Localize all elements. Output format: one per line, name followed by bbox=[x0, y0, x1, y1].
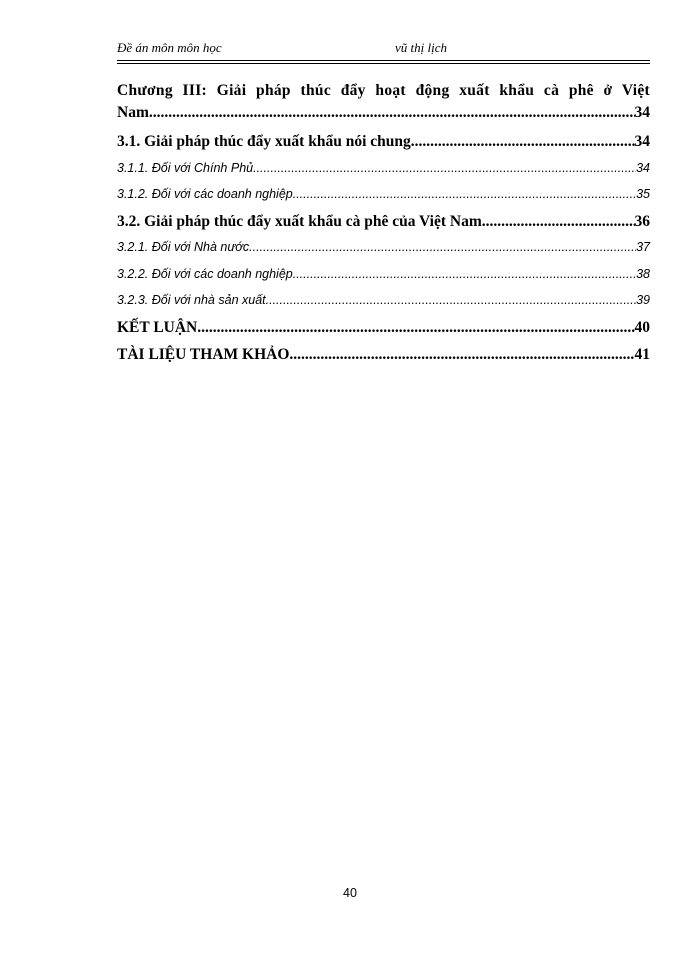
toc-chapter-page: 34 bbox=[634, 104, 650, 121]
toc-entry-label: 3.1.1. Đối với Chính Phủ bbox=[117, 161, 254, 175]
toc-dot-leader bbox=[253, 161, 636, 175]
toc-entry-label: KẾT LUẬN bbox=[117, 319, 198, 336]
toc-entry-page: 39 bbox=[636, 293, 650, 307]
page-header bbox=[117, 40, 650, 60]
toc-entry-page: 37 bbox=[636, 240, 650, 254]
toc-entry-page: 34 bbox=[634, 133, 650, 150]
toc-dot-leader bbox=[293, 267, 636, 281]
toc-dot-leader bbox=[289, 346, 634, 364]
toc-entry-label: 3.2.3. Đối với nhà sản xuất bbox=[117, 293, 266, 307]
toc-entry bbox=[117, 293, 650, 319]
toc-chapter-title: Chương III: Giải pháp thúc đẩy hoạt động xuất khẩu cà phê ở Việt bbox=[117, 82, 650, 99]
toc-entry-page: 40 bbox=[634, 319, 650, 336]
footer-page-number: 40 bbox=[343, 886, 357, 900]
toc-entry-label: 3.2.2. Đối với các doanh nghiệp bbox=[117, 267, 293, 281]
toc-entry-page: 38 bbox=[636, 267, 650, 281]
toc-entry-label: TÀI LIỆU THAM KHẢO bbox=[117, 346, 290, 363]
toc-entry bbox=[117, 267, 650, 293]
table-of-contents bbox=[117, 78, 650, 373]
toc-dot-leader bbox=[253, 240, 637, 254]
toc-entry-page: 35 bbox=[636, 187, 650, 201]
toc-entry-label: 3.1. Giải pháp thúc đẩy xuất khẩu nói chung. bbox=[117, 133, 415, 150]
toc-dot-leader bbox=[482, 213, 635, 231]
toc-entry bbox=[117, 346, 650, 373]
toc-entry bbox=[117, 319, 650, 346]
toc-entry bbox=[117, 240, 650, 267]
toc-dot-leader bbox=[415, 133, 635, 151]
toc-entry-label: 3.2.1. Đối với Nhà nước. bbox=[117, 240, 253, 254]
toc-entry bbox=[117, 187, 650, 213]
toc-chapter-title-line2: Nam bbox=[117, 104, 149, 121]
header-rule-top bbox=[117, 60, 650, 61]
header-course-title: Đề án môn môn học bbox=[117, 40, 222, 55]
toc-dot-leader bbox=[293, 187, 636, 201]
header-author-name: vũ thị lịch bbox=[395, 40, 447, 55]
toc-entry bbox=[117, 213, 650, 240]
toc-entry-label: 3.1.2. Đối với các doanh nghiệp bbox=[117, 187, 293, 201]
toc-entry bbox=[117, 161, 650, 187]
header-rule-bottom bbox=[117, 63, 650, 64]
toc-dot-leader bbox=[197, 319, 634, 337]
toc-entry-label: 3.2. Giải pháp thúc đẩy xuất khẩu cà phê của Việt Nam bbox=[117, 213, 482, 230]
toc-entry-page: 41 bbox=[634, 346, 650, 363]
toc-entry-page: 34 bbox=[636, 161, 650, 175]
toc-dot-leader bbox=[266, 293, 636, 307]
toc-entry bbox=[117, 133, 650, 161]
toc-chapter-title-continued bbox=[117, 104, 650, 133]
toc-dot-leader bbox=[149, 104, 635, 122]
toc-entry-page: 36 bbox=[634, 213, 650, 230]
